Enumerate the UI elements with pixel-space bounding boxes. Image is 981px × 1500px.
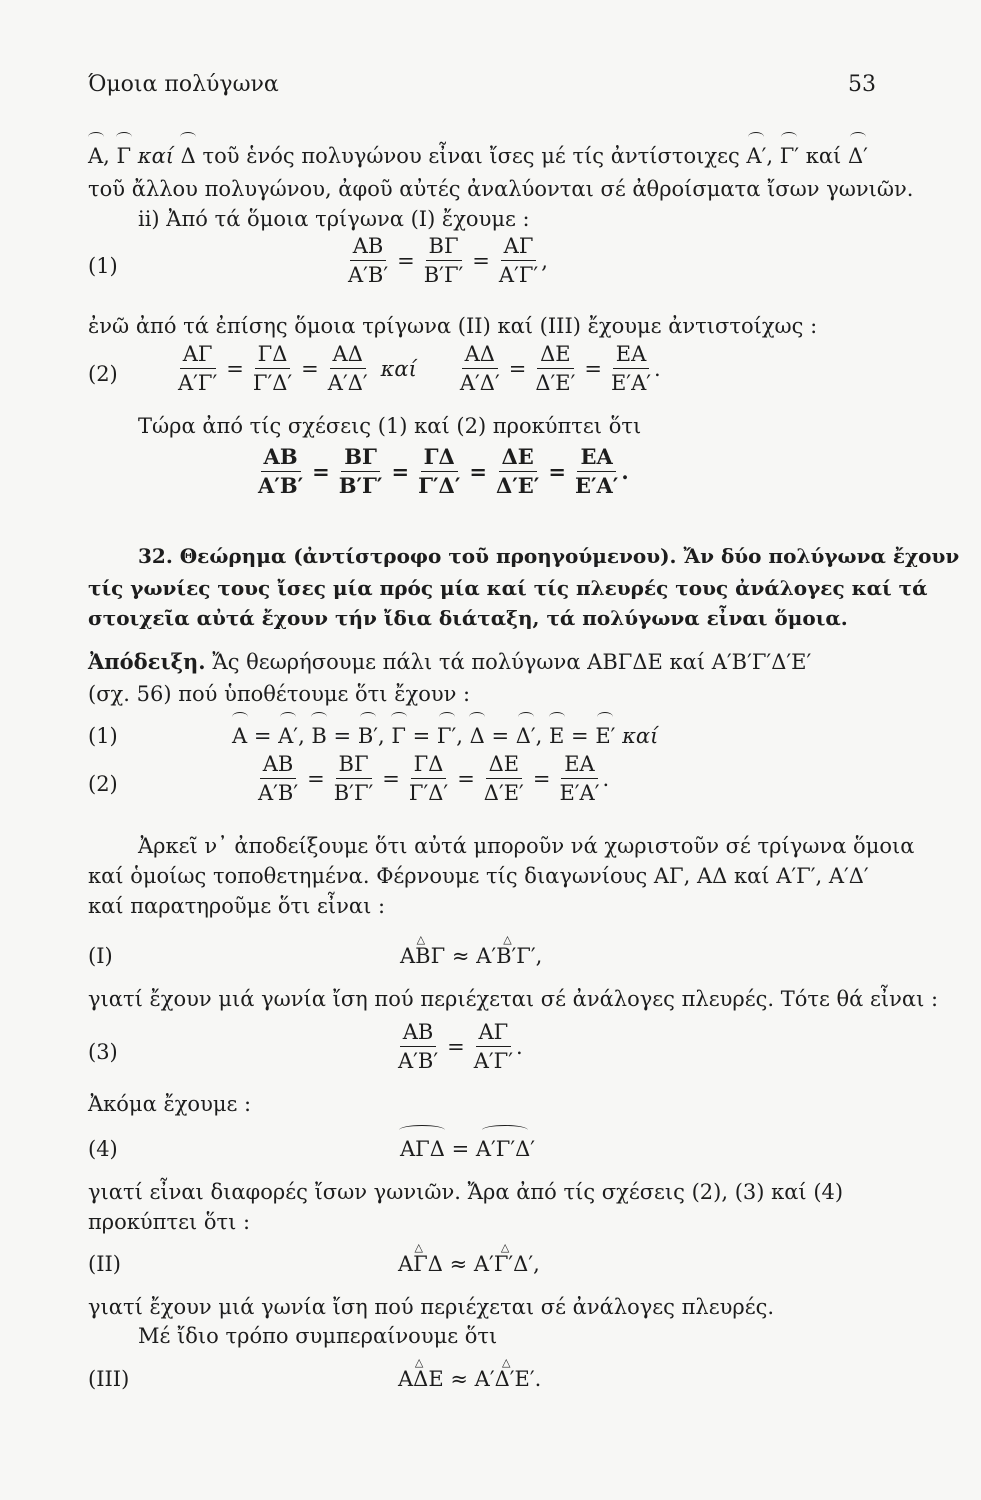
triangle-prime: △ Α′Β′Γ′, [476, 942, 542, 970]
intro-line-2: τοῦ ἄλλου πολυγώνου, ἀφοῦ αὐτές ἀναλύονται σέ ἀθροίσματα ἴσων γωνιῶν. [88, 177, 914, 201]
triangle-prime: △ Α′Γ′Δ′, [474, 1250, 540, 1278]
equals-sign: = [382, 766, 400, 791]
denominator: Γ′Δ′ [408, 781, 449, 805]
similar-sign: ≈ [451, 944, 470, 968]
fraction [175, 342, 220, 395]
fraction [345, 234, 391, 287]
angle-D-prime: Δ′ [847, 144, 868, 168]
denominator: Δ′Ε′ [495, 473, 540, 498]
equals-sign: = [397, 248, 415, 273]
angle: Β [311, 724, 327, 748]
eqp2-label: (2) [88, 772, 118, 796]
triangle: △ ΑΓΔ [398, 1250, 443, 1278]
fraction [325, 342, 371, 395]
numerator: ΕΑ [561, 752, 598, 779]
denominator: Ε′Α′ [610, 371, 651, 395]
para3-line-1: γιατί εἶναι διαφορές ἴσων γωνιῶν. Ἄρα ἀπό τίς σχέσεις (2), (3) καί (4) [88, 1180, 844, 1204]
numerator: ΑΓ [476, 1020, 512, 1047]
fraction [556, 752, 602, 805]
denominator: Α′Γ′ [473, 1049, 514, 1073]
equals-sign: = [447, 1034, 465, 1059]
period: . [516, 1034, 523, 1059]
eqp1-label: (1) [88, 724, 118, 748]
angle: Α [232, 724, 248, 748]
angle-A: Α [88, 144, 104, 168]
intro-line-3: ii) Ἀπό τά ὅμοια τρίγωνα (Ι) ἔχουμε : [138, 207, 530, 231]
denominator: Γ′Δ′ [418, 473, 461, 498]
angle-D: Δ [180, 144, 196, 168]
denominator: Δ′Ε′ [535, 371, 576, 395]
proof-line-2: (σχ. 56) πού ὑποθέτουμε ὅτι ἔχουν : [88, 682, 471, 706]
line-giati-2: γιατί ἔχουν μιά γωνία ἴση πού περιέχεται σέ ἀνάλογες πλευρές. [88, 1295, 775, 1319]
denominator: Α′Γ′ [178, 371, 218, 395]
numerator: ΑΔ [462, 342, 498, 369]
denominator: Β′Γ′ [338, 473, 383, 498]
numerator: ΑΓ [180, 342, 216, 369]
similar-sign: ≈ [450, 1367, 468, 1391]
equals-sign: = [469, 459, 487, 484]
period: . [621, 459, 629, 484]
angle-prime: Α′Γ′Δ′ [475, 1137, 536, 1161]
numerator: ΔΕ [537, 342, 574, 369]
denominator: Α′Β′ [398, 1049, 439, 1073]
equals-sign: = [391, 459, 410, 484]
fraction [331, 752, 377, 805]
numerator: ΔΕ [499, 445, 537, 472]
equals-sign: = [301, 356, 319, 381]
fraction [250, 342, 295, 395]
proof-line-1 [88, 648, 811, 676]
denominator: Α′Δ′ [327, 371, 368, 395]
denominator: Β′Γ′ [423, 263, 464, 287]
numerator: ΑΓ [501, 234, 537, 261]
theorem-line-3: στοιχεῖα αὐτά ἔχουν τήν ἴδια διάταξη, τά πολύγωνα εἶναι ὅμοια. [88, 606, 848, 630]
denominator: Α′Β′ [258, 473, 304, 498]
proof-heading: Ἀπόδειξη. [88, 649, 206, 674]
triangle-prime: △ Α′Δ′Ε′. [475, 1365, 542, 1393]
intro-kai-1: καί [137, 144, 174, 168]
denominator: Ε′Α′ [559, 781, 600, 805]
angle-G-prime: Γ′ [779, 144, 800, 168]
equals-sign: = [226, 356, 244, 381]
equals-sign: = [584, 356, 602, 381]
fraction [255, 445, 306, 498]
line-giati-1: γιατί ἔχουν μιά γωνία ἴση πού περιέχεται σέ ἀνάλογες πλευρές. Τότε θά εἶναι : [88, 987, 939, 1011]
numerator: ΑΔ [330, 342, 366, 369]
triangle: △ ΑΔΕ [398, 1365, 444, 1393]
line-me: Μέ ἴδιο τρόπο συμπεραίνουμε ὅτι [138, 1324, 498, 1348]
fraction [395, 1020, 441, 1073]
angle: ΑΓΔ [400, 1137, 445, 1161]
fraction [481, 752, 527, 805]
eq4-label: (4) [88, 1137, 118, 1161]
period: . [654, 356, 661, 381]
numerator: ΓΔ [255, 342, 291, 369]
para2-line-1: Ἀρκεῖ ν᾽ ἀποδείξουμε ὅτι αὐτά μποροῦν νά χωριστοῦν σέ τρίγωνα ὅμοια [138, 834, 915, 858]
fraction [496, 234, 541, 287]
similar-sign: ≈ [449, 1252, 468, 1276]
numerator: ΕΑ [577, 445, 615, 472]
denominator: Γ′Δ′ [252, 371, 293, 395]
fraction [608, 342, 654, 395]
denominator: Α′Β′ [348, 263, 389, 287]
triangle: △ ΑΒΓ [400, 942, 445, 970]
angle: Ε [549, 724, 565, 748]
numerator: ΑΒ [261, 445, 301, 472]
fraction [471, 1020, 516, 1073]
eq1-label: (1) [88, 254, 118, 278]
para2-line-2: καί ὁμοίως τοποθετημένα. Φέρνουμε τίς διαγωνίους ΑΓ, ΑΔ καί Α′Γ′, Α′Δ′ [88, 864, 869, 888]
denominator: Α′Γ′ [498, 263, 539, 287]
comma: , [541, 248, 548, 273]
angle: Γ [391, 724, 406, 748]
equation-p2 [255, 752, 609, 805]
numerator: ΒΓ [426, 234, 462, 261]
numerator: ΒΓ [336, 752, 372, 779]
running-title: Όμοια πολύγωνα [88, 72, 279, 97]
fraction [255, 752, 301, 805]
denominator: Β′Γ′ [333, 781, 374, 805]
denominator: Α′Β′ [258, 781, 299, 805]
equals-sign: = [312, 459, 330, 484]
eqII-label: (ΙΙ) [88, 1252, 121, 1276]
angle: Δ [469, 724, 485, 748]
angle-prime: Β′ [357, 724, 379, 748]
line-tora: Τώρα ἀπό τίς σχέσεις (1) καί (2) προκύπτει ὅτι [138, 414, 642, 438]
theorem-line-2: τίς γωνίες τους ἴσες μία πρός μία καί τίς πλευρές τους ἀνάλογες καί τά [88, 576, 928, 600]
angle-A-prime: Α′ [746, 144, 767, 168]
fraction [572, 445, 621, 498]
similarity-I [400, 942, 542, 970]
numerator: ΓΔ [411, 752, 447, 779]
fraction [457, 342, 503, 395]
numerator: ΑΒ [350, 234, 387, 261]
line-akoma: Ἀκόμα ἔχουμε : [88, 1092, 252, 1116]
fraction [493, 445, 542, 498]
numerator: ΑΒ [260, 752, 297, 779]
angle-equality-4: ΑΓΔ = Α′Γ′Δ′ [400, 1137, 536, 1161]
equals-sign: = [472, 248, 490, 273]
fraction [415, 445, 463, 498]
eq3b-label: (3) [88, 1040, 118, 1064]
equals-sign: = [457, 766, 475, 791]
numerator: ΓΔ [421, 445, 458, 472]
intro-line-1: Α, Γ καί Δ τοῦ ἑνός πολυγώνου εἶναι ἴσες μέ τίς ἀντίστοιχες Α′, Γ′ καί Δ′ [88, 144, 868, 168]
numerator: ΑΒ [400, 1020, 437, 1047]
fraction [421, 234, 467, 287]
equation-combined [255, 445, 629, 498]
angle-equalities: Α = Α′, Β = Β′, Γ = Γ′, Δ = Δ′, Ε = Ε′ καί [232, 724, 659, 748]
equation-2 [175, 342, 661, 395]
numerator: ΕΑ [613, 342, 650, 369]
angle-G: Γ [116, 144, 132, 168]
numerator: ΔΕ [486, 752, 523, 779]
denominator: Ε′Α′ [574, 473, 619, 498]
eqI-label: (Ι) [88, 944, 113, 968]
proof-text: Ἄς θεωρήσουμε πάλι τά πολύγωνα ΑΒΓΔΕ καί Α′Β′Γ′Δ′Ε′ [212, 650, 812, 674]
para3-line-2: προκύπτει ὅτι : [88, 1210, 251, 1234]
intro-text-1: τοῦ ἑνός πολυγώνου εἶναι ἴσες μέ τίς ἀντίστοιχες [202, 144, 740, 168]
intro-kai-2: καί [805, 144, 842, 168]
fraction [532, 342, 578, 395]
equals-sign: = [508, 356, 527, 381]
numerator: ΒΓ [341, 445, 380, 472]
eq2-label: (2) [88, 362, 118, 386]
angle-prime: Δ′ [515, 724, 536, 748]
fraction [406, 752, 451, 805]
equation-3 [395, 1020, 523, 1073]
para2-line-3: καί παρατηροῦμε ὅτι εἶναι : [88, 894, 386, 918]
equals-sign: = [532, 766, 551, 791]
angle-prime: Ε′ [595, 724, 616, 748]
period: . [602, 766, 610, 791]
similarity-II [398, 1250, 540, 1278]
similarity-III [398, 1365, 541, 1393]
equals-sign: = [548, 459, 566, 484]
equals-sign: = [307, 766, 325, 791]
denominator: Δ′Ε′ [483, 781, 524, 805]
equation-1 [345, 234, 548, 287]
angle-prime: Α′ [278, 724, 299, 748]
kai-word: καί [622, 724, 659, 748]
line-enos: ἐνῶ ἀπό τά ἐπίσης ὅμοια τρίγωνα (ΙΙ) καί (ΙΙΙ) ἔχουμε ἀντιστοίχως : [88, 314, 818, 338]
angle-prime: Γ′ [436, 724, 457, 748]
kai-word: καί [380, 356, 417, 381]
fraction [336, 445, 386, 498]
theorem-line-1: 32. Θεώρημα (ἀντίστροφο τοῦ προηγούμενου). Ἄν δύο πολύγωνα ἔχουν [138, 544, 960, 568]
denominator: Α′Δ′ [459, 371, 500, 395]
eqIII-label: (ΙΙΙ) [88, 1367, 130, 1391]
page-number: 53 [848, 72, 876, 97]
